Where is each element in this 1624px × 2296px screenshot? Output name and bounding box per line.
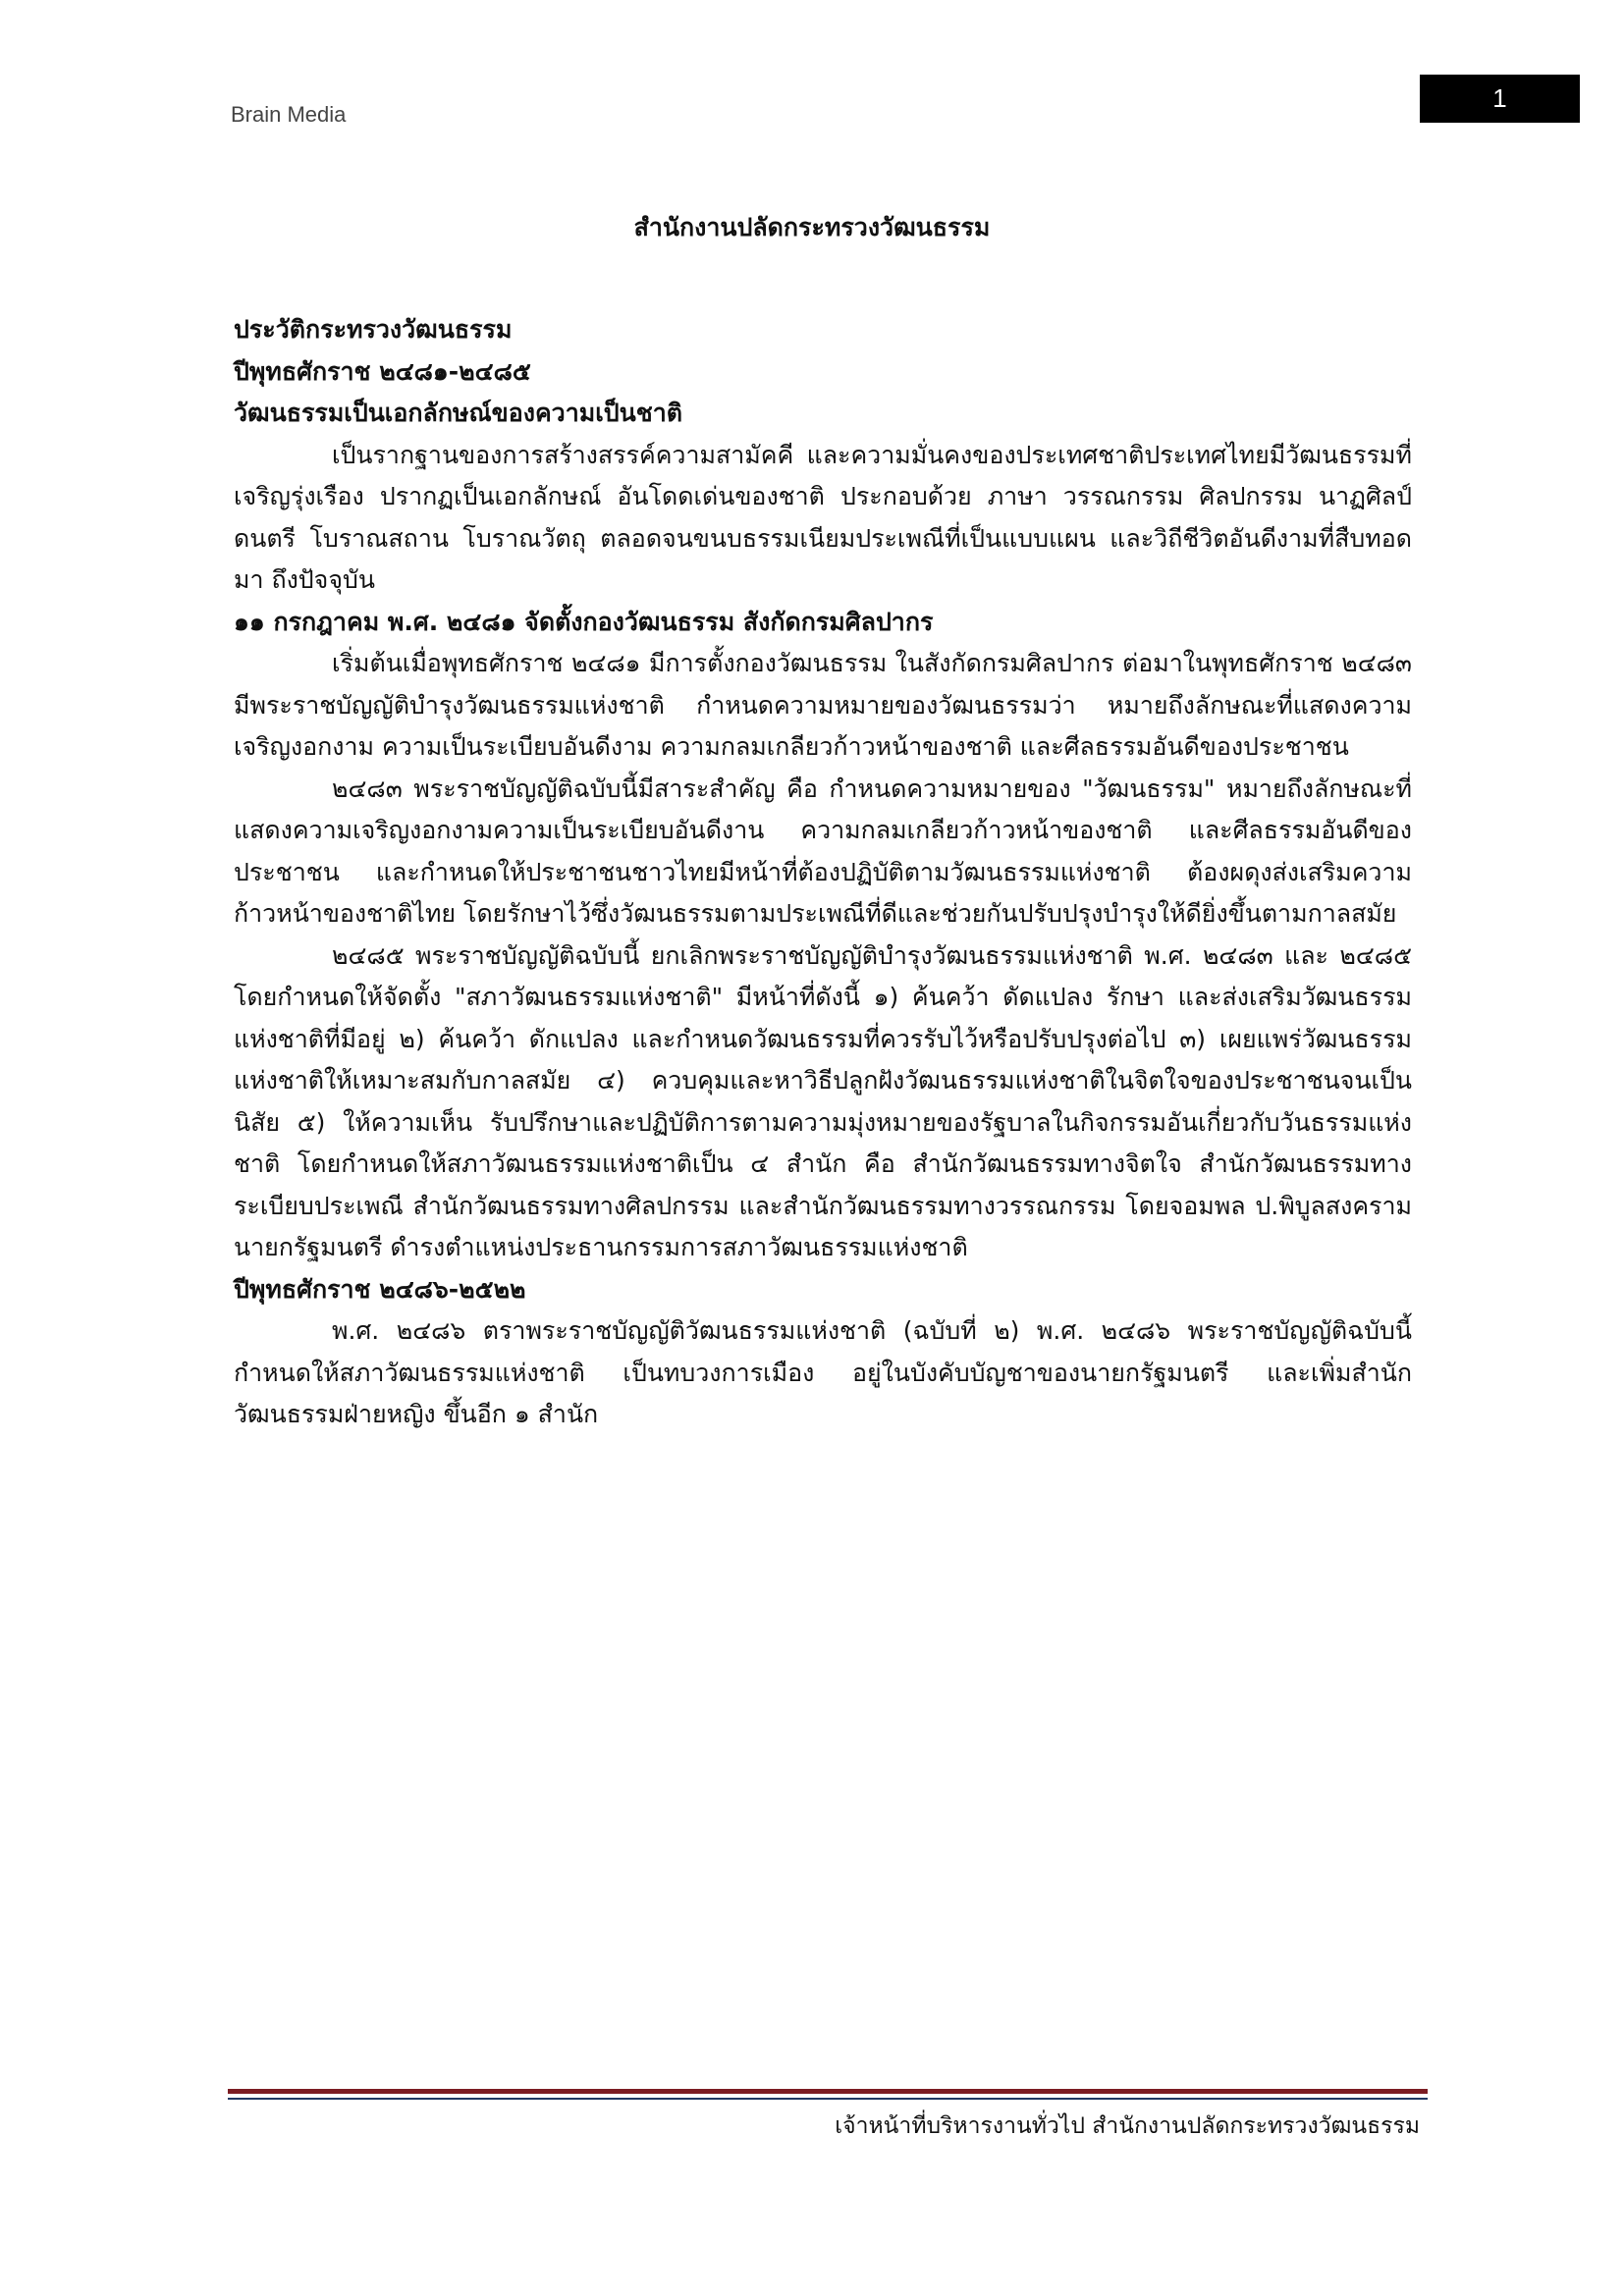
paragraph-identity: เป็นรากฐานของการสร้างสรรค์ความสามัคคี และความมั่นคงของประเทศชาติประเทศไทยมีวัฒนธรรมที่เจริญรุ่งเรือง ปรากฏเป็นเอกลักษณ์ อันโดดเด่นของชาติ ประกอบด้วย ภาษา วรรณกรรม ศิลปกรรม นาฏศิลป์ ดนตรี โบราณสถาน โบราณวัตถุ ตลอดจนขนบธรรมเนียมประเพณีที่เป็นแบบแผน และวิถีชีวิตอันดีงามที่สืบทอดมา ถึงปัจจุบัน (234, 440, 1412, 594)
page-number: 1 (1492, 83, 1507, 113)
brand-label: Brain Media (231, 102, 347, 127)
paragraph-act-2485: ๒๔๘๕ พระราชบัญญัติฉบับนี้ ยกเลิกพระราชบัญญัติบำรุงวัฒนธรรมแห่งชาติ พ.ศ. ๒๔๘๓ และ ๒๔๘๕ โดยกำหนดให้จัดตั้ง "สภาวัฒนธรรมแห่งชาติ" มีหน้าที่ดังนี้ ๑) ค้นคว้า ดัดแปลง รักษา และส่งเสริมวัฒนธรรมแห่งชาติที่มีอยู่ ๒) ค้นคว้า ดักแปลง และกำหนดวัฒนธรรมที่ควรรับไว้หรือปรับปรุงต่อไป ๓) เผยแพร่วัฒนธรรมแห่งชาติให้เหมาะสมกับกาลสมัย ๔) ควบคุมและหาวิธีปลูกฝังวัฒนธรรมแห่งชาติในจิตใจของประชาชนจนเป็นนิสัย ๕) ให้ความเห็น รับปรึกษาและปฏิบัติการตามความมุ่งหมายของรัฐบาลในกิจกรรมอันเกี่ยวกับวันธรรมแห่งชาติ โดยกำหนดให้สภาวัฒนธรรมแห่งชาติเป็น ๔ สำนัก คือ สำนักวัฒนธรรมทางจิตใจ สำนักวัฒนธรรมทางระเบียบประเพณี สำนักวัฒนธรรมทางศิลปกรรม และสำนักวัฒนธรรมทางวรรณกรรม โดยจอมพล ป.พิบูลสงคราม นายกรัฐมนตรี ดำรงตำแหน่งประธานกรรมการสภาวัฒนธรรมแห่งชาติ (234, 940, 1412, 1261)
document-body (234, 309, 1412, 1436)
document-title: สำนักงานปลัดกระทรวงวัฒนธรรม (633, 213, 991, 241)
paragraph-act-2486: พ.ศ. ๒๔๘๖ ตราพระราชบัญญัติวัฒนธรรมแห่งชาติ (ฉบับที่ ๒) พ.ศ. ๒๔๘๖ พระราชบัญญัติฉบับนี้กำหนดให้สภาวัฒนธรรมแห่งชาติ เป็นทบวงการเมือง อยู่ในบังคับบัญชาของนายกรัฐมนตรี และเพิ่มสำนักวัฒนธรรมฝ่ายหญิง ขึ้นอีก ๑ สำนัก (234, 1316, 1412, 1428)
paragraph-act-2483: ๒๔๘๓ พระราชบัญญัติฉบับนี้มีสาระสำคัญ คือ กำหนดความหมายของ "วัฒนธรรม" หมายถึงลักษณะที่แสดงความเจริญงอกงามความเป็นระเบียบอันดีงาน ความกลมเกลียวก้าวหน้าของชาติ และศีลธรรมอันดีของประชาชน และกำหนดให้ประชาชนชาวไทยมีหน้าที่ต้องปฏิบัติตามวัฒนธรรมแห่งชาติ ต้องผดุงส่งเสริมความก้าวหน้าของชาติไทย โดยรักษาไว้ซึ่งวัฒนธรรมตามประเพณีที่ดีและช่วยกันปรับปรุงบำรุงให้ดียิ่งขึ้นตามกาลสมัย (234, 774, 1412, 928)
footer-rule-secondary (228, 2098, 1428, 2100)
heading-period-2486-2522: ปีพุทธศักราช ๒๔๘๖-๒๕๒๒ (234, 1274, 526, 1304)
page-number-badge (1420, 75, 1580, 123)
heading-identity: วัฒนธรรมเป็นเอกลักษณ์ของความเป็นชาติ (234, 399, 682, 427)
paragraph-division-founding: เริ่มต้นเมื่อพุทธศักราช ๒๔๘๑ มีการตั้งกองวัฒนธรรม ในสังกัดกรมศิลปากร ต่อมาในพุทธศักราช ๒๔๘๓ มีพระราชบัญญัติบำรุงวัฒนธรรมแห่งชาติ กำหนดความหมายของวัฒนธรรมว่า หมายถึงลักษณะที่แสดงความเจริญงอกงาม ความเป็นระเบียบอันดีงาม ความกลมเกลียวก้าวหน้าของชาติ และศีลธรรมอันดีของประชาชน (234, 649, 1412, 761)
footer-text: เจ้าหน้าที่บริหารงานทั่วไป สำนักงานปลัดกระทรวงวัฒนธรรม (835, 2113, 1420, 2139)
footer-rule-primary (228, 2089, 1428, 2094)
heading-history: ประวัติกระทรวงวัฒนธรรม (234, 315, 513, 344)
heading-period-2481-2485: ปีพุทธศักราช ๒๔๘๑-๒๔๘๕ (234, 356, 531, 386)
heading-2481-division: ๑๑ กรกฎาคม พ.ศ. ๒๔๘๑ จัดตั้งกองวัฒนธรรม สังกัดกรมศิลปากร (234, 607, 934, 636)
